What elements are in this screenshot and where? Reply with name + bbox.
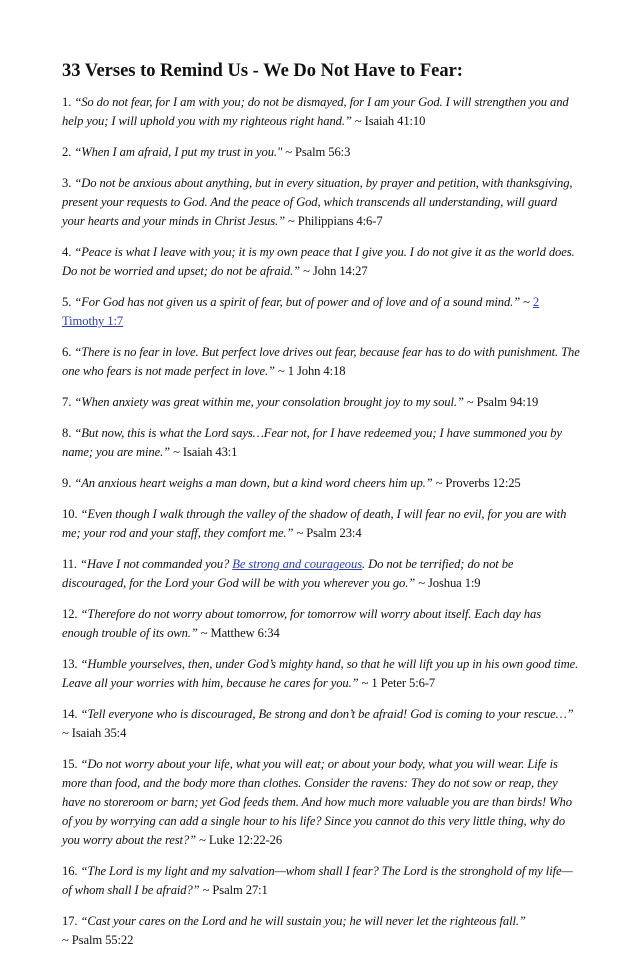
page-title: 33 Verses to Remind Us - We Do Not Have to Fear: (62, 61, 463, 81)
verse-number: 17. (62, 914, 78, 928)
verse-reference: ~ 1 Peter 5:6-7 (358, 676, 436, 690)
document-page (62, 60, 580, 962)
verse-12 (62, 605, 580, 643)
verse-quote-continued: . Do not be terrified; do not be discouraged, for the Lord your God will be with you wherever you go.” (62, 557, 514, 590)
verse-15 (62, 755, 580, 850)
verse-reference: ~ Psalm 94:19 (463, 395, 539, 409)
verse-reference: ~ Philippians 4:6-7 (285, 214, 383, 228)
verse-quote: “So do not fear, for I am with you; do not be dismayed, for I am your God. I will strengthen you and help you; I will uphold you with my righteous right hand.” (62, 95, 569, 128)
verse-number: 9. (62, 476, 72, 490)
verse-8 (62, 424, 580, 462)
verse-quote: “When I am afraid, I put my trust in you." (74, 145, 283, 159)
verse-reference: ~ Luke 12:22-26 (196, 833, 283, 847)
verse-number: 8. (62, 426, 72, 440)
verse-quote: “For God has not given us a spirit of fear, but of power and of love and of a sound mind.” (74, 295, 521, 309)
verse-reference-link[interactable]: 2 Timothy 1:7 (62, 295, 540, 328)
verse-reference: ~ Matthew 6:34 (197, 626, 280, 640)
verse-quote: “Cast your cares on the Lord and he will sustain you; he will never let the righteous fall.” (80, 914, 526, 928)
verse-4 (62, 243, 580, 281)
verse-reference: ~ Psalm 56:3 (282, 145, 351, 159)
verse-10 (62, 505, 580, 543)
verse-quote: “An anxious heart weighs a man down, but a kind word cheers him up.” (74, 476, 433, 490)
verse-reference: ~ 1 John 4:18 (274, 364, 346, 378)
verse-14 (62, 705, 580, 743)
verse-number: 4. (62, 245, 72, 259)
verse-7 (62, 393, 580, 412)
verse-quote: “Peace is what I leave with you; it is my own peace that I give you. I do not give it as the world does. Do not be worried and upset; do not be afraid.” (62, 245, 575, 278)
verse-reference: ~ Isaiah 41:10 (351, 114, 426, 128)
verse-3 (62, 174, 580, 231)
verse-9 (62, 474, 580, 493)
verse-reference: ~ Psalm 23:4 (293, 526, 362, 540)
verse-number: 13. (62, 657, 78, 671)
verse-number: 2. (62, 145, 72, 159)
verse-quote: “Tell everyone who is discouraged, Be strong and don’t be afraid! God is coming to your rescue…” (80, 707, 574, 721)
verse-quote: “But now, this is what the Lord says…Fear not, for I have redeemed you; I have summoned you by name; you are mine.” (62, 426, 562, 459)
verse-reference: ~ Joshua 1:9 (415, 576, 481, 590)
verse-quote: “When anxiety was great within me, your consolation brought joy to my soul.” (74, 395, 464, 409)
verse-quote: “Even though I walk through the valley of the shadow of death, I will fear no evil, for you are with me; your rod and your staff, they comfort me.” (62, 507, 567, 540)
verse-5 (62, 293, 580, 331)
verse-reference: ~ (520, 295, 533, 309)
verse-number: 15. (62, 757, 78, 771)
verse-quote: “Therefore do not worry about tomorrow, for tomorrow will worry about itself. Each day has enough trouble of its own.” (62, 607, 542, 640)
verse-number: 12. (62, 607, 78, 621)
verse-number: 1. (62, 95, 72, 109)
verse-inline-link[interactable]: Be strong and courageous (232, 557, 363, 571)
verse-reference: ~ John 14:27 (300, 264, 368, 278)
verse-number: 5. (62, 295, 72, 309)
verse-17 (62, 912, 580, 950)
verse-13 (62, 655, 580, 693)
verse-reference: ~ Psalm 27:1 (199, 883, 268, 897)
verse-number: 6. (62, 345, 72, 359)
verse-reference: ~ Isaiah 35:4 (62, 726, 127, 740)
verse-number: 7. (62, 395, 72, 409)
verse-number: 11. (62, 557, 77, 571)
verse-11 (62, 555, 580, 593)
verse-quote: “Do not be anxious about anything, but in every situation, by prayer and petition, with thanksgiving, present your requests to God. And the peace of God, which transcends all understanding, will guard your hearts and your minds in Christ Jesus.” (62, 176, 573, 228)
verse-16 (62, 862, 580, 900)
verse-number: 14. (62, 707, 78, 721)
verse-quote: “Have I not commanded you? (80, 557, 233, 571)
verse-number: 16. (62, 864, 78, 878)
verse-quote: “Humble yourselves, then, under God’s mighty hand, so that he will lift you up in his own good time. Leave all your worries with him, because he cares for you.” (62, 657, 579, 690)
verse-1 (62, 93, 580, 131)
verse-number: 3. (62, 176, 72, 190)
verse-quote: “There is no fear in love. But perfect love drives out fear, because fear has to do with punishment. The one who fears is not made perfect in love.” (62, 345, 580, 378)
verse-6 (62, 343, 580, 381)
verse-quote: “The Lord is my light and my salvation—whom shall I fear? The Lord is the stronghold of my life—of whom shall I be afraid?” (62, 864, 573, 897)
verse-reference: ~ Isaiah 43:1 (170, 445, 238, 459)
verse-quote: “Do not worry about your life, what you will eat; or about your body, what you will wear. Life is more than food, and the body more than clothes. Consider the ravens: They do not sow or reap, they have no storeroom or barn; yet God feeds them. And how much more valuable you are than birds! Who of you by worrying can add a single hour to his life? Since you cannot do this very little thing, why do you worry about the rest?” (62, 757, 572, 847)
verse-reference: ~ Proverbs 12:25 (432, 476, 521, 490)
verse-2 (62, 143, 580, 162)
verse-reference: ~ Psalm 55:22 (62, 933, 134, 947)
verse-number: 10. (62, 507, 78, 521)
